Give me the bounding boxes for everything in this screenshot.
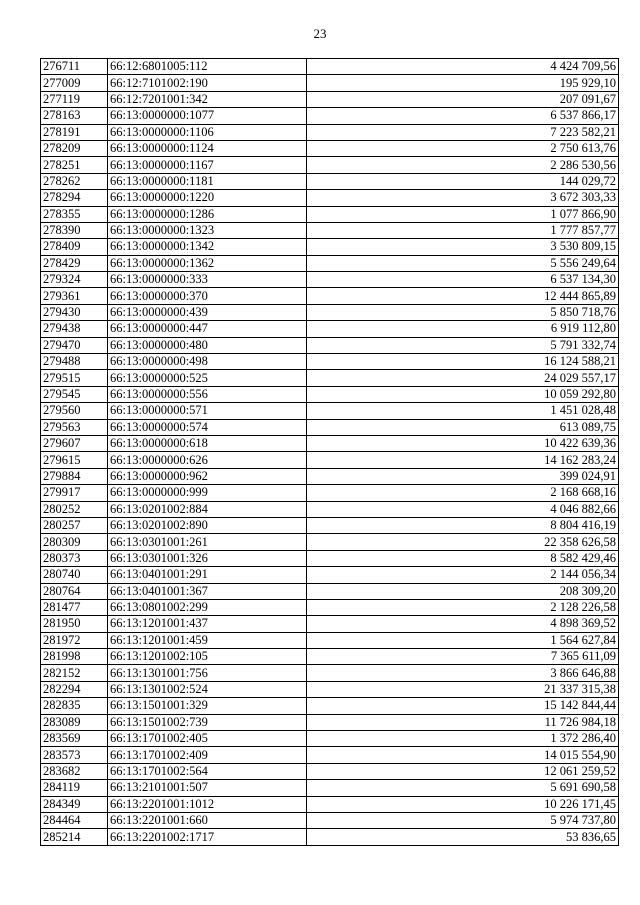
table-row: [41, 239, 619, 255]
row-id-cell: 282152: [41, 665, 108, 681]
table-row: [41, 354, 619, 370]
cadastral-number-cell: 66:13:0000000:1077: [108, 108, 307, 124]
table-row: [41, 698, 619, 714]
table-row: [41, 583, 619, 599]
cadastral-value-table: [40, 58, 619, 846]
cadastral-number-cell: 66:13:2201002:1717: [108, 829, 307, 845]
table-row: [41, 796, 619, 812]
cadastral-value-cell: 11 726 984,18: [307, 714, 619, 730]
table-row: [41, 649, 619, 665]
row-id-cell: 278294: [41, 190, 108, 206]
cadastral-number-cell: 66:13:1701002:409: [108, 747, 307, 763]
row-id-cell: 279470: [41, 337, 108, 353]
cadastral-value-cell: 15 142 844,44: [307, 698, 619, 714]
table-row: [41, 140, 619, 156]
cadastral-number-cell: 66:13:0801002:299: [108, 599, 307, 615]
table-row: [41, 681, 619, 697]
cadastral-value-cell: 1 777 857,77: [307, 222, 619, 238]
table-row: [41, 75, 619, 91]
cadastral-value-cell: 1 077 866,90: [307, 206, 619, 222]
cadastral-value-cell: 10 226 171,45: [307, 796, 619, 812]
table-row: [41, 731, 619, 747]
cadastral-value-cell: 12 444 865,89: [307, 288, 619, 304]
cadastral-value-cell: 1 564 627,84: [307, 632, 619, 648]
cadastral-value-cell: 399 024,91: [307, 468, 619, 484]
table-row: [41, 370, 619, 386]
cadastral-value-cell: 195 929,10: [307, 75, 619, 91]
cadastral-number-cell: 66:13:0000000:1342: [108, 239, 307, 255]
table-row: [41, 665, 619, 681]
cadastral-number-cell: 66:13:2201001:660: [108, 812, 307, 828]
cadastral-value-cell: 2 128 226,58: [307, 599, 619, 615]
cadastral-number-cell: 66:13:0301001:261: [108, 534, 307, 550]
cadastral-value-cell: 10 422 639,36: [307, 435, 619, 451]
row-id-cell: 277119: [41, 91, 108, 107]
table-row: [41, 255, 619, 271]
row-id-cell: 281998: [41, 649, 108, 665]
table-row: [41, 534, 619, 550]
cadastral-number-cell: 66:13:0000000:571: [108, 403, 307, 419]
row-id-cell: 279324: [41, 272, 108, 288]
table-row: [41, 321, 619, 337]
cadastral-value-cell: 5 850 718,76: [307, 304, 619, 320]
cadastral-number-cell: 66:13:0201002:884: [108, 501, 307, 517]
row-id-cell: 278163: [41, 108, 108, 124]
cadastral-number-cell: 66:13:1501001:329: [108, 698, 307, 714]
cadastral-value-cell: 21 337 315,38: [307, 681, 619, 697]
table-row: [41, 616, 619, 632]
cadastral-number-cell: 66:13:0000000:1220: [108, 190, 307, 206]
row-id-cell: 285214: [41, 829, 108, 845]
row-id-cell: 284349: [41, 796, 108, 812]
cadastral-number-cell: 66:12:7201001:342: [108, 91, 307, 107]
cadastral-value-cell: 4 424 709,56: [307, 59, 619, 75]
cadastral-value-cell: 12 061 259,52: [307, 763, 619, 779]
table-row: [41, 288, 619, 304]
table-row: [41, 222, 619, 238]
row-id-cell: 281950: [41, 616, 108, 632]
row-id-cell: 279917: [41, 485, 108, 501]
table-row: [41, 190, 619, 206]
table-row: [41, 632, 619, 648]
cadastral-value-cell: 5 556 249,64: [307, 255, 619, 271]
table-row: [41, 304, 619, 320]
cadastral-value-cell: 16 124 588,21: [307, 354, 619, 370]
cadastral-value-cell: 613 089,75: [307, 419, 619, 435]
row-id-cell: 280252: [41, 501, 108, 517]
table-row: [41, 468, 619, 484]
cadastral-value-cell: 3 672 303,33: [307, 190, 619, 206]
row-id-cell: 276711: [41, 59, 108, 75]
cadastral-value-cell: 2 750 613,76: [307, 140, 619, 156]
cadastral-value-cell: 2 144 056,34: [307, 567, 619, 583]
table-row: [41, 501, 619, 517]
table-row: [41, 829, 619, 845]
table-row: [41, 124, 619, 140]
cadastral-number-cell: 66:13:0000000:1124: [108, 140, 307, 156]
row-id-cell: 279430: [41, 304, 108, 320]
table-row: [41, 435, 619, 451]
row-id-cell: 281477: [41, 599, 108, 615]
cadastral-value-cell: 4 898 369,52: [307, 616, 619, 632]
table-row: [41, 567, 619, 583]
table-row: [41, 550, 619, 566]
cadastral-value-cell: 24 029 557,17: [307, 370, 619, 386]
cadastral-number-cell: 66:13:0000000:999: [108, 485, 307, 501]
cadastral-value-cell: 14 015 554,90: [307, 747, 619, 763]
table-body: [41, 59, 619, 846]
cadastral-value-cell: 207 091,67: [307, 91, 619, 107]
cadastral-value-cell: 1 372 286,40: [307, 731, 619, 747]
table-row: [41, 272, 619, 288]
cadastral-number-cell: 66:13:0000000:1286: [108, 206, 307, 222]
row-id-cell: 278429: [41, 255, 108, 271]
cadastral-value-cell: 7 223 582,21: [307, 124, 619, 140]
cadastral-number-cell: 66:13:0000000:618: [108, 435, 307, 451]
table-row: [41, 108, 619, 124]
row-id-cell: 279560: [41, 403, 108, 419]
table-row: [41, 452, 619, 468]
cadastral-number-cell: 66:13:0000000:556: [108, 386, 307, 402]
row-id-cell: 278251: [41, 157, 108, 173]
row-id-cell: 278191: [41, 124, 108, 140]
table-row: [41, 403, 619, 419]
row-id-cell: 278262: [41, 173, 108, 189]
table-row: [41, 91, 619, 107]
cadastral-number-cell: 66:12:6801005:112: [108, 59, 307, 75]
cadastral-number-cell: 66:13:0000000:439: [108, 304, 307, 320]
cadastral-number-cell: 66:13:0000000:498: [108, 354, 307, 370]
cadastral-value-cell: 6 537 866,17: [307, 108, 619, 124]
cadastral-number-cell: 66:13:0000000:1323: [108, 222, 307, 238]
cadastral-number-cell: 66:13:0000000:626: [108, 452, 307, 468]
cadastral-value-cell: 3 866 646,88: [307, 665, 619, 681]
table-row: [41, 157, 619, 173]
cadastral-number-cell: 66:13:0000000:333: [108, 272, 307, 288]
cadastral-number-cell: 66:13:0301001:326: [108, 550, 307, 566]
row-id-cell: 279488: [41, 354, 108, 370]
cadastral-value-cell: 5 691 690,58: [307, 780, 619, 796]
cadastral-number-cell: 66:13:0000000:962: [108, 468, 307, 484]
cadastral-value-cell: 14 162 283,24: [307, 452, 619, 468]
row-id-cell: 283573: [41, 747, 108, 763]
cadastral-value-cell: 53 836,65: [307, 829, 619, 845]
table-row: [41, 599, 619, 615]
cadastral-value-cell: 6 537 134,30: [307, 272, 619, 288]
cadastral-value-cell: 144 029,72: [307, 173, 619, 189]
cadastral-value-cell: 4 046 882,66: [307, 501, 619, 517]
table-row: [41, 747, 619, 763]
cadastral-value-cell: 8 804 416,19: [307, 517, 619, 533]
row-id-cell: 283089: [41, 714, 108, 730]
cadastral-value-cell: 6 919 112,80: [307, 321, 619, 337]
cadastral-value-cell: 2 286 530,56: [307, 157, 619, 173]
cadastral-number-cell: 66:13:0401001:291: [108, 567, 307, 583]
table-row: [41, 206, 619, 222]
row-id-cell: 279607: [41, 435, 108, 451]
row-id-cell: 279563: [41, 419, 108, 435]
cadastral-number-cell: 66:13:0401001:367: [108, 583, 307, 599]
table-row: [41, 337, 619, 353]
cadastral-value-cell: 22 358 626,58: [307, 534, 619, 550]
row-id-cell: 280740: [41, 567, 108, 583]
cadastral-value-cell: 2 168 668,16: [307, 485, 619, 501]
cadastral-number-cell: 66:13:0201002:890: [108, 517, 307, 533]
table-row: [41, 419, 619, 435]
table-row: [41, 714, 619, 730]
cadastral-value-cell: 10 059 292,80: [307, 386, 619, 402]
row-id-cell: 279615: [41, 452, 108, 468]
cadastral-number-cell: 66:13:0000000:480: [108, 337, 307, 353]
table-row: [41, 780, 619, 796]
table-row: [41, 386, 619, 402]
row-id-cell: 279515: [41, 370, 108, 386]
row-id-cell: 280257: [41, 517, 108, 533]
page-number: 23: [313, 26, 327, 41]
row-id-cell: 284119: [41, 780, 108, 796]
cadastral-number-cell: 66:13:1301002:524: [108, 681, 307, 697]
table-row: [41, 517, 619, 533]
table-row: [41, 485, 619, 501]
row-id-cell: 278209: [41, 140, 108, 156]
cadastral-number-cell: 66:13:0000000:370: [108, 288, 307, 304]
cadastral-value-cell: 208 309,20: [307, 583, 619, 599]
cadastral-number-cell: 66:12:7101002:190: [108, 75, 307, 91]
row-id-cell: 279884: [41, 468, 108, 484]
row-id-cell: 280373: [41, 550, 108, 566]
cadastral-number-cell: 66:13:2101001:507: [108, 780, 307, 796]
cadastral-number-cell: 66:13:0000000:1167: [108, 157, 307, 173]
table-row: [41, 812, 619, 828]
row-id-cell: 278390: [41, 222, 108, 238]
cadastral-value-cell: 7 365 611,09: [307, 649, 619, 665]
cadastral-number-cell: 66:13:1201001:437: [108, 616, 307, 632]
cadastral-number-cell: 66:13:1201001:459: [108, 632, 307, 648]
row-id-cell: 282835: [41, 698, 108, 714]
cadastral-number-cell: 66:13:0000000:1362: [108, 255, 307, 271]
cadastral-value-cell: 1 451 028,48: [307, 403, 619, 419]
row-id-cell: 277009: [41, 75, 108, 91]
row-id-cell: 280309: [41, 534, 108, 550]
cadastral-number-cell: 66:13:0000000:447: [108, 321, 307, 337]
cadastral-value-cell: 5 791 332,74: [307, 337, 619, 353]
cadastral-number-cell: 66:13:1201002:105: [108, 649, 307, 665]
row-id-cell: 278355: [41, 206, 108, 222]
cadastral-number-cell: 66:13:1701002:564: [108, 763, 307, 779]
row-id-cell: 281972: [41, 632, 108, 648]
cadastral-number-cell: 66:13:1701002:405: [108, 731, 307, 747]
row-id-cell: 283569: [41, 731, 108, 747]
row-id-cell: 280764: [41, 583, 108, 599]
cadastral-number-cell: 66:13:2201001:1012: [108, 796, 307, 812]
cadastral-number-cell: 66:13:1301001:756: [108, 665, 307, 681]
row-id-cell: 282294: [41, 681, 108, 697]
cadastral-number-cell: 66:13:0000000:1181: [108, 173, 307, 189]
row-id-cell: 278409: [41, 239, 108, 255]
row-id-cell: 283682: [41, 763, 108, 779]
row-id-cell: 279545: [41, 386, 108, 402]
cadastral-number-cell: 66:13:1501002:739: [108, 714, 307, 730]
row-id-cell: 279361: [41, 288, 108, 304]
cadastral-value-cell: 3 530 809,15: [307, 239, 619, 255]
cadastral-value-cell: 8 582 429,46: [307, 550, 619, 566]
cadastral-value-cell: 5 974 737,80: [307, 812, 619, 828]
cadastral-number-cell: 66:13:0000000:525: [108, 370, 307, 386]
row-id-cell: 284464: [41, 812, 108, 828]
table-row: [41, 59, 619, 75]
cadastral-number-cell: 66:13:0000000:574: [108, 419, 307, 435]
row-id-cell: 279438: [41, 321, 108, 337]
table-row: [41, 763, 619, 779]
table-row: [41, 173, 619, 189]
cadastral-number-cell: 66:13:0000000:1106: [108, 124, 307, 140]
